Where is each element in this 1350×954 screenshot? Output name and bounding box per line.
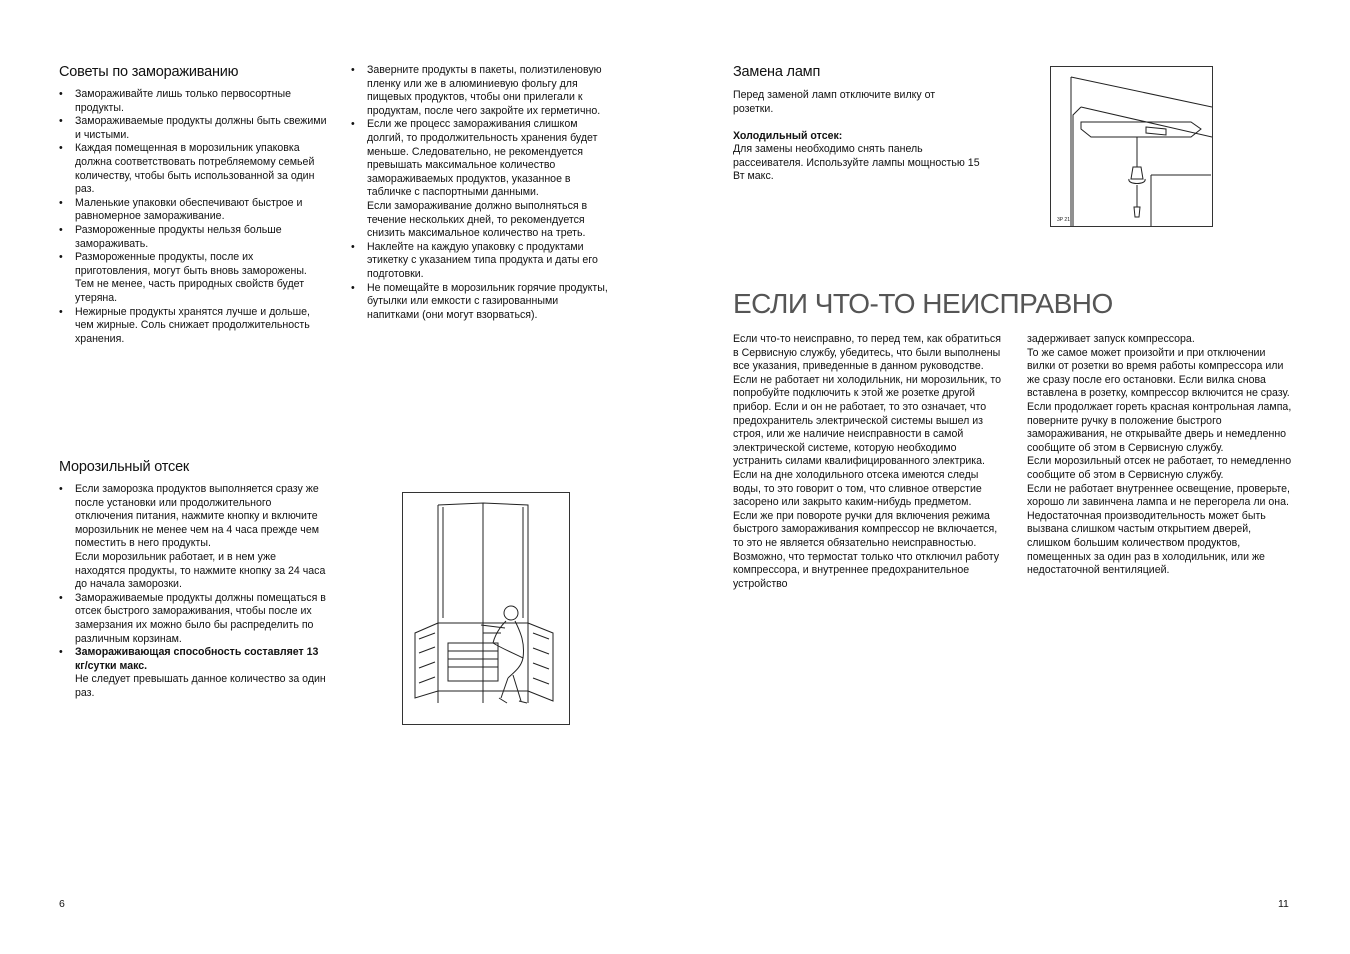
paragraph: Недостаточная производительность может быть вызвана слишком частым открытием дверей, слишком большим количеством продуктов, помещенных за один раз в холодильник, или же недостаточной вентиляцией. — [1027, 509, 1266, 577]
figure-code: 3P 21 — [1057, 217, 1070, 223]
lamp-subtitle: Холодильный отсек: — [733, 130, 843, 142]
page-number-left: 6 — [59, 898, 65, 910]
lamp-section-title: Замена ламп — [733, 64, 821, 80]
paragraph: Если морозильный отсек не работает, то немедленно сообщите об этом в Сервисную службу. — [1027, 455, 1292, 481]
list-item: • Если же процесс замораживания слишком долгий, то продолжительность хранения будет меньше. Следовательно, не рекомендуется превышать максимальное количество замораживаемых продуктов, указанное в табличке с паспортными данными. — [351, 118, 613, 200]
list-item-text: Если заморозка продуктов выполняется сразу же после установки или продолжительного отключения питания, нажмите кнопку и включите морозильник не менее чем на 4 часа прежде чем поместить в него продукты. — [75, 483, 319, 550]
list-item-text-cont: Не следует превышать данное количество за один раз. — [75, 673, 326, 699]
paragraph: Если на дне холодильного отсека имеются следы воды, то это говорит о том, что сливное отверстие засорено или закрыто каким-нибудь предметом. — [733, 468, 982, 509]
list-item-text-cont: Если морозильник работает, и в нем уже находятся продукты, то нажмите кнопку за 24 часа до начала заморозки. — [75, 550, 326, 591]
paragraph: Если что-то неисправно, то перед тем, как обратиться в Сервисную службу, убедитесь, что были выполнены все указания, приведенные в данном руководстве. — [733, 333, 1001, 373]
freezer-drawing — [403, 493, 569, 724]
paragraph: Если продолжает гореть красная контрольная лампа, поверните ручку в положение быстрого замораживания, не открывайте дверь и немедленно сообщите об этом в Сервисную службу. — [1027, 400, 1292, 454]
trouble-section-title: ЕСЛИ ЧТО-ТО НЕИСПРАВНО — [733, 288, 1113, 319]
list-item: • Размороженные продукты, после их приготовления, могут быть вновь заморожены. Тем не менее, часть природных свойств будет утеряна. — [59, 251, 327, 305]
list-item — [59, 646, 327, 700]
list-item: • Замораживаемые продукты должны быть свежими и чистыми. — [59, 115, 327, 142]
paragraph: Если не работает ни холодильник, ни морозильник, то попробуйте подключить к этой же розетке другой прибор. Если и он не работает, то это означает, что предохранитель электрической системы вышел из строя, или же наличие неисправности в самой электрической системе, которую необходимо устранить силами квалифицированного электрика. — [733, 373, 1001, 468]
freeze-tips-list-2 — [351, 64, 613, 322]
list-item: • Не помещайте в морозильник горячие продукты, бутылки или емкости с газированными напитками (они могут взорваться). — [351, 282, 613, 323]
list-item-continuation — [351, 200, 613, 241]
paragraph: Если же при повороте ручки для включения режима быстрого замораживания компрессор не включается, то это не является обязательно неисправностью. Возможно, что термостат только что отключил работу компрессора, и внутреннее предохранительное устройство — [733, 509, 999, 590]
trouble-column-1 — [733, 333, 1001, 591]
freeze-tips-title: Советы по замораживанию — [59, 64, 239, 80]
trouble-column-2 — [1027, 333, 1295, 578]
list-item: • Нежирные продукты хранятся лучше и дольше, чем жирные. Соль снижает продолжительность хранения. — [59, 306, 327, 347]
paragraph: То же самое может произойти и при отключении вилки от розетки во время работы компрессора или же сразу после его остановки. Если вилка снова вставлена в розетку, компрессор включится не сразу. — [1027, 346, 1290, 400]
list-item: • Каждая помещенная в морозильник упаковка должна соответствовать потребляемому семьей количеству, чтобы быть использованной за один раз. — [59, 142, 327, 196]
list-item: • Маленькие упаковки обеспечивают быстрое и равномерное замораживание. — [59, 197, 327, 224]
list-item: • Заверните продукты в пакеты, полиэтиленовую пленку или же в алюминиевую фольгу для пищевых продуктов, чтобы они прилегали к продуктам, после чего закройте их герметично. — [351, 64, 613, 118]
freezer-list — [59, 483, 327, 701]
list-item: • Размороженные продукты нельзя больше замораживать. — [59, 224, 327, 251]
list-item: • Замораживайте лишь только первосортные продукты. — [59, 88, 327, 115]
list-item: • Наклейте на каждую упаковку с продуктами этикетку с указанием типа продукта и даты его подготовки. — [351, 241, 613, 282]
capacity-note: Замораживающая способность составляет 13 кг/сутки макс. — [75, 646, 319, 672]
page-number-right: 11 — [1278, 898, 1289, 910]
lamp-illustration — [1050, 66, 1213, 227]
lamp-instructions: Для замены необходимо снять панель рассеивателя. Используйте лампы мощностью 15 Вт макс. — [733, 143, 980, 183]
list-item: • Замораживаемые продукты должны помещаться в отсек быстрого замораживания, чтобы после их замерзания их можно было бы распределить по различным корзинам. — [59, 592, 327, 646]
lamp-drawing — [1051, 67, 1212, 226]
paragraph: Если не работает внутреннее освещение, проверьте, хорошо ли завинчена лампа и не перегорела ли она. — [1027, 482, 1290, 509]
freeze-tips-list-1 — [59, 88, 327, 346]
list-item-text: Если замораживание должно выполняться в течение нескольких дней, то рекомендуется снизить максимальное количество на треть. — [367, 199, 588, 240]
paragraph: задерживает запуск компрессора. — [1027, 333, 1195, 345]
freezer-illustration — [402, 492, 570, 725]
list-item — [59, 483, 327, 592]
lamp-intro-text: Перед заменой ламп отключите вилку от розетки. — [733, 89, 936, 115]
freezer-section-title: Морозильный отсек — [59, 459, 190, 475]
